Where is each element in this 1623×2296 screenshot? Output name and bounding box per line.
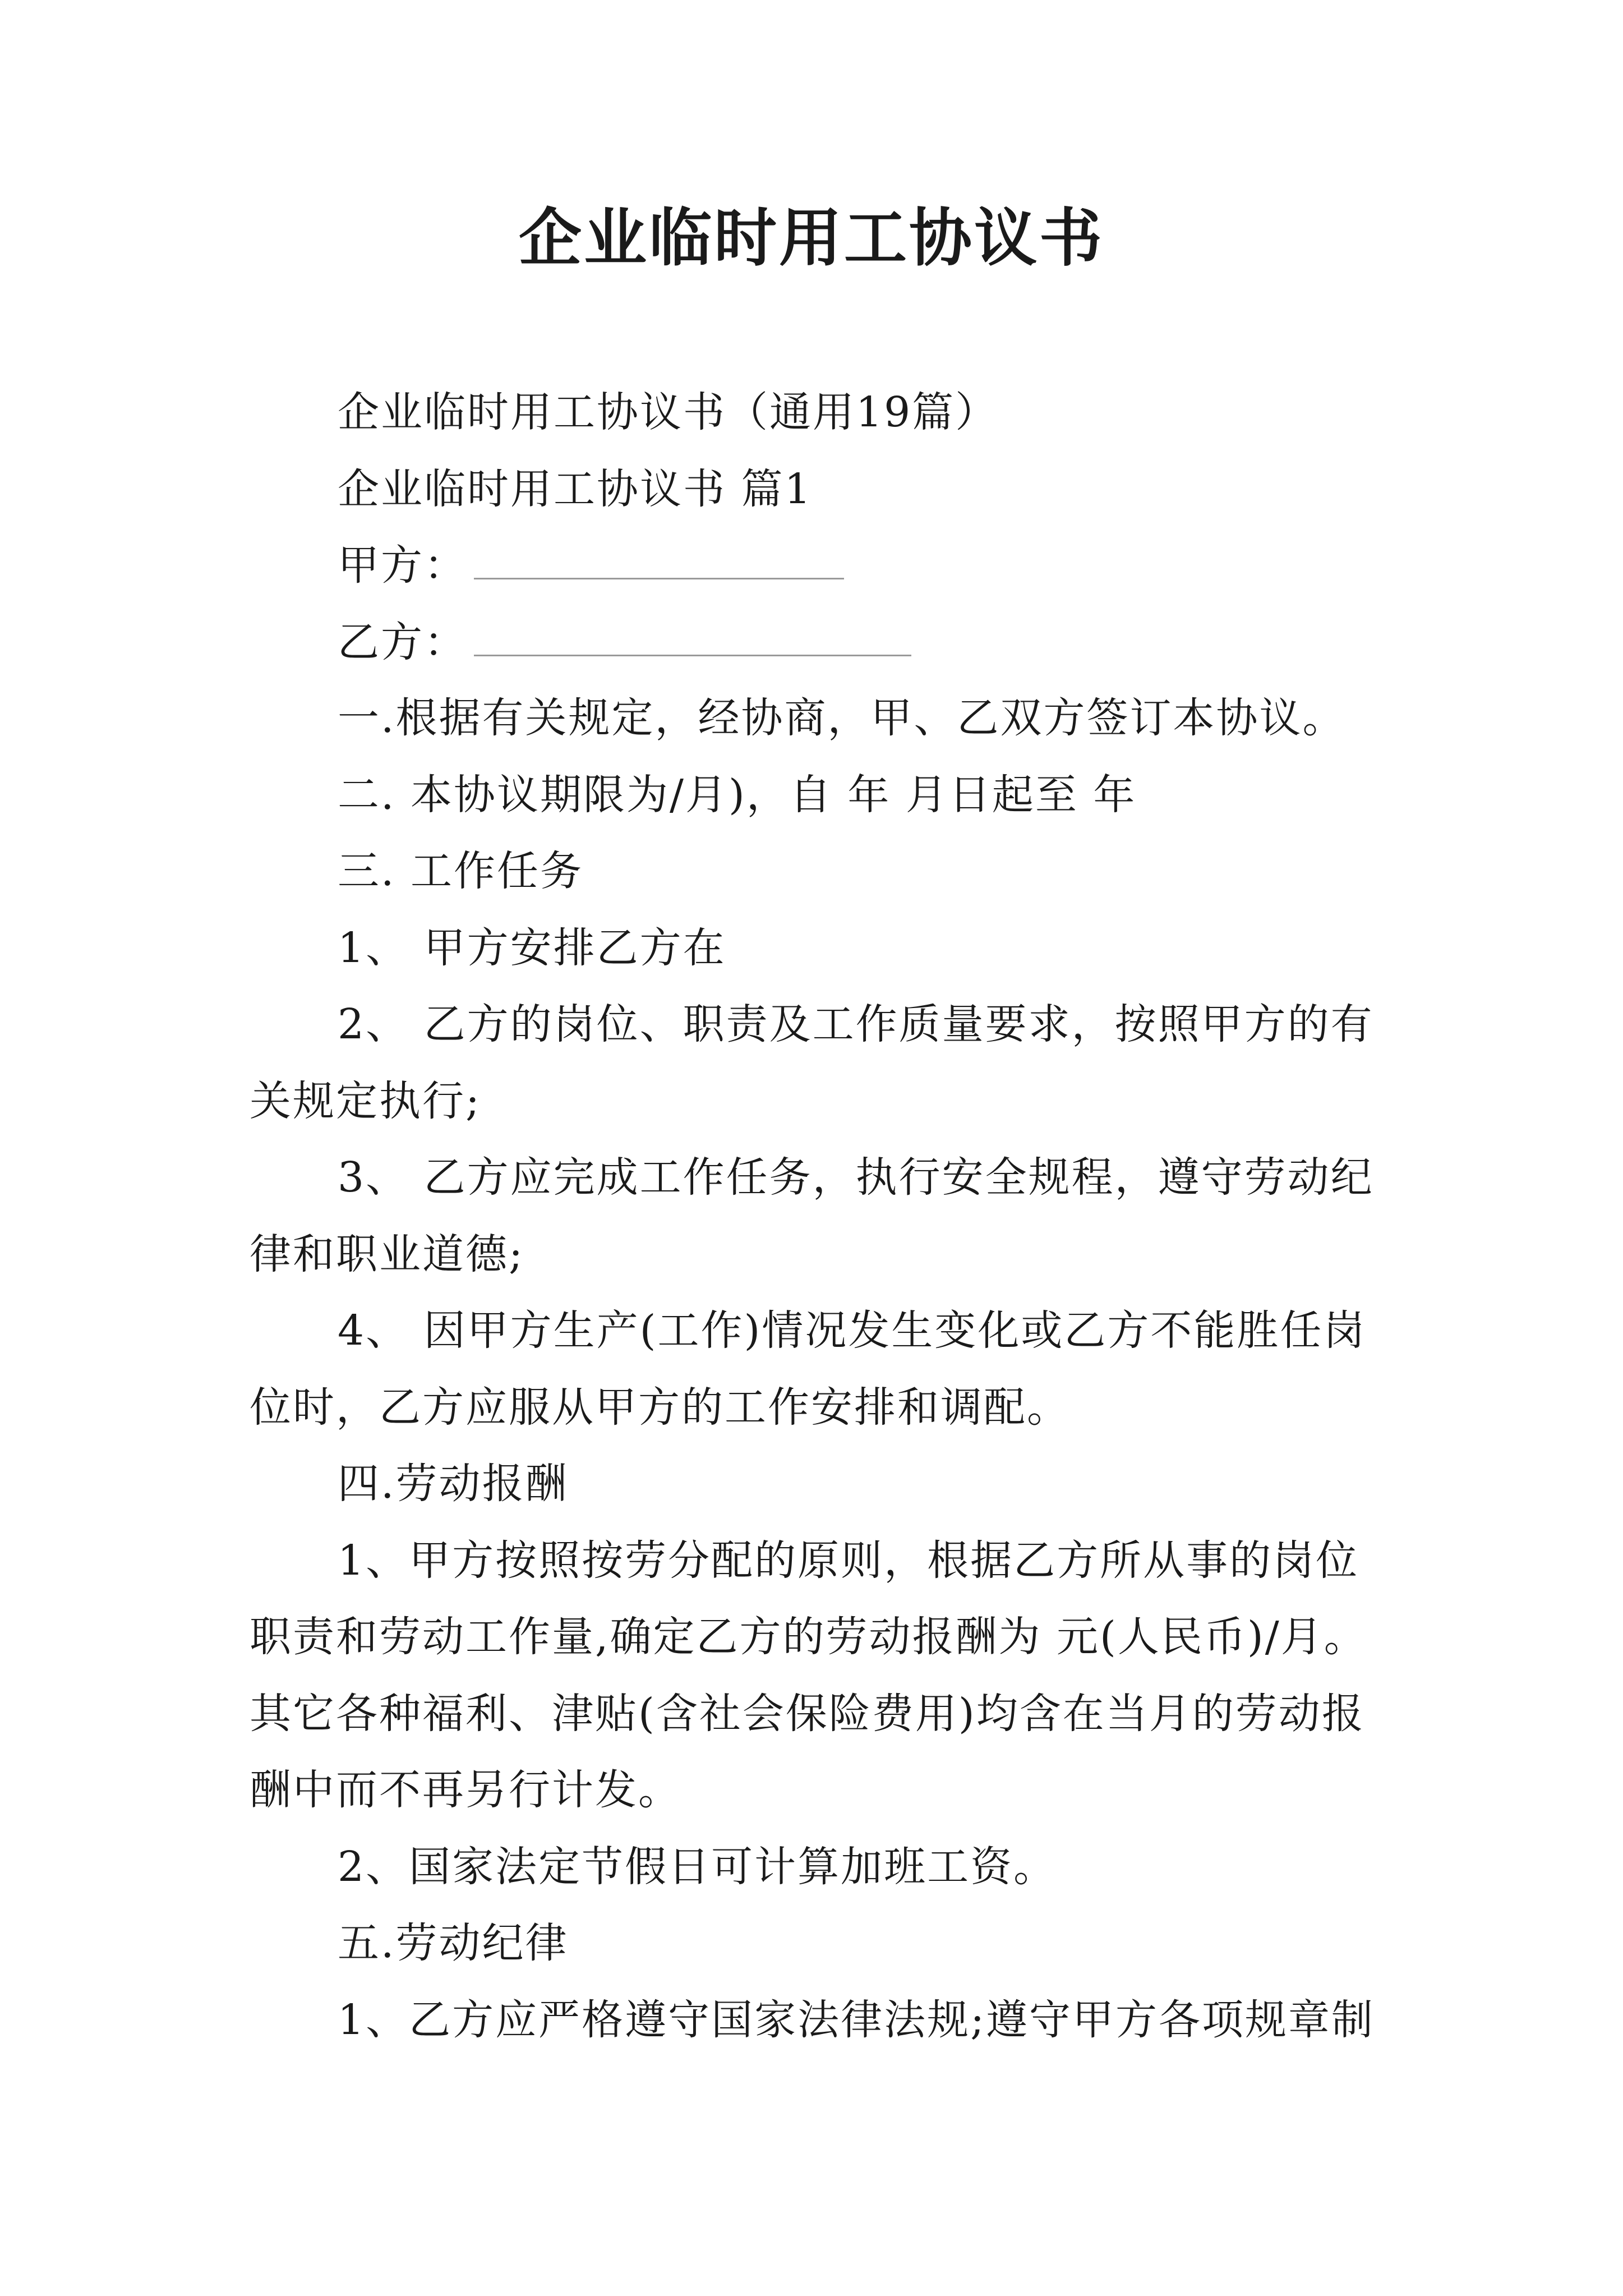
party-a-blank	[474, 544, 844, 579]
paragraph-line: 1、乙方应严格遵守国家法律法规;遵守甲方各项规章制	[338, 1996, 1375, 2044]
paragraph-line: 3、 乙方应完成工作任务，执行安全规程，遵守劳动纪	[338, 1153, 1374, 1202]
party-a-line	[338, 537, 844, 593]
paragraph-line: 职责和劳动工作量,确定乙方的劳动报酬为 元(人民币)/月。	[250, 1613, 1367, 1661]
section-heading: 企业临时用工协议书 篇1	[338, 465, 813, 513]
paragraph-line: 1、甲方按照按劳分配的原则，根据乙方所从事的岗位	[338, 1536, 1359, 1585]
section-heading: 五.劳动纪律	[338, 1919, 569, 1967]
section-heading: 四.劳动报酬	[338, 1460, 569, 1508]
paragraph-line: 酬中而不再另行计发。	[250, 1766, 681, 1814]
paragraph-line: 二. 本协议期限为/月)，自 年 月日起至 年	[338, 771, 1137, 819]
party-b-blank	[474, 621, 911, 656]
party-a-label: 甲方：	[338, 541, 467, 590]
paragraph-line: 1、 甲方安排乙方在	[338, 924, 726, 972]
paragraph-line: 一.根据有关规定，经协商，甲、乙双方签订本协议。	[338, 694, 1346, 742]
paragraph-line: 位时，乙方应服从甲方的工作安排和调配。	[250, 1383, 1070, 1432]
paragraph-line: 2、国家法定节假日可计算加班工资。	[338, 1843, 1057, 1891]
subtitle: 企业临时用工协议书（通用19篇）	[338, 388, 999, 436]
paragraph-line: 律和职业道德;	[250, 1230, 524, 1278]
paragraph-line: 关规定执行;	[250, 1077, 481, 1125]
paragraph-line: 其它各种福利、津贴(含社会保险费用)均含在当月的劳动报	[250, 1690, 1365, 1738]
paragraph-line: 2、 乙方的岗位、职责及工作质量要求，按照甲方的有	[338, 1000, 1374, 1048]
party-b-line	[338, 614, 911, 670]
section-heading: 三. 工作任务	[338, 847, 584, 895]
party-b-label: 乙方：	[338, 618, 467, 666]
paragraph-line: 4、 因甲方生产(工作)情况发生变化或乙方不能胜任岗	[338, 1306, 1367, 1355]
document-title: 企业临时用工协议书	[519, 201, 1104, 275]
